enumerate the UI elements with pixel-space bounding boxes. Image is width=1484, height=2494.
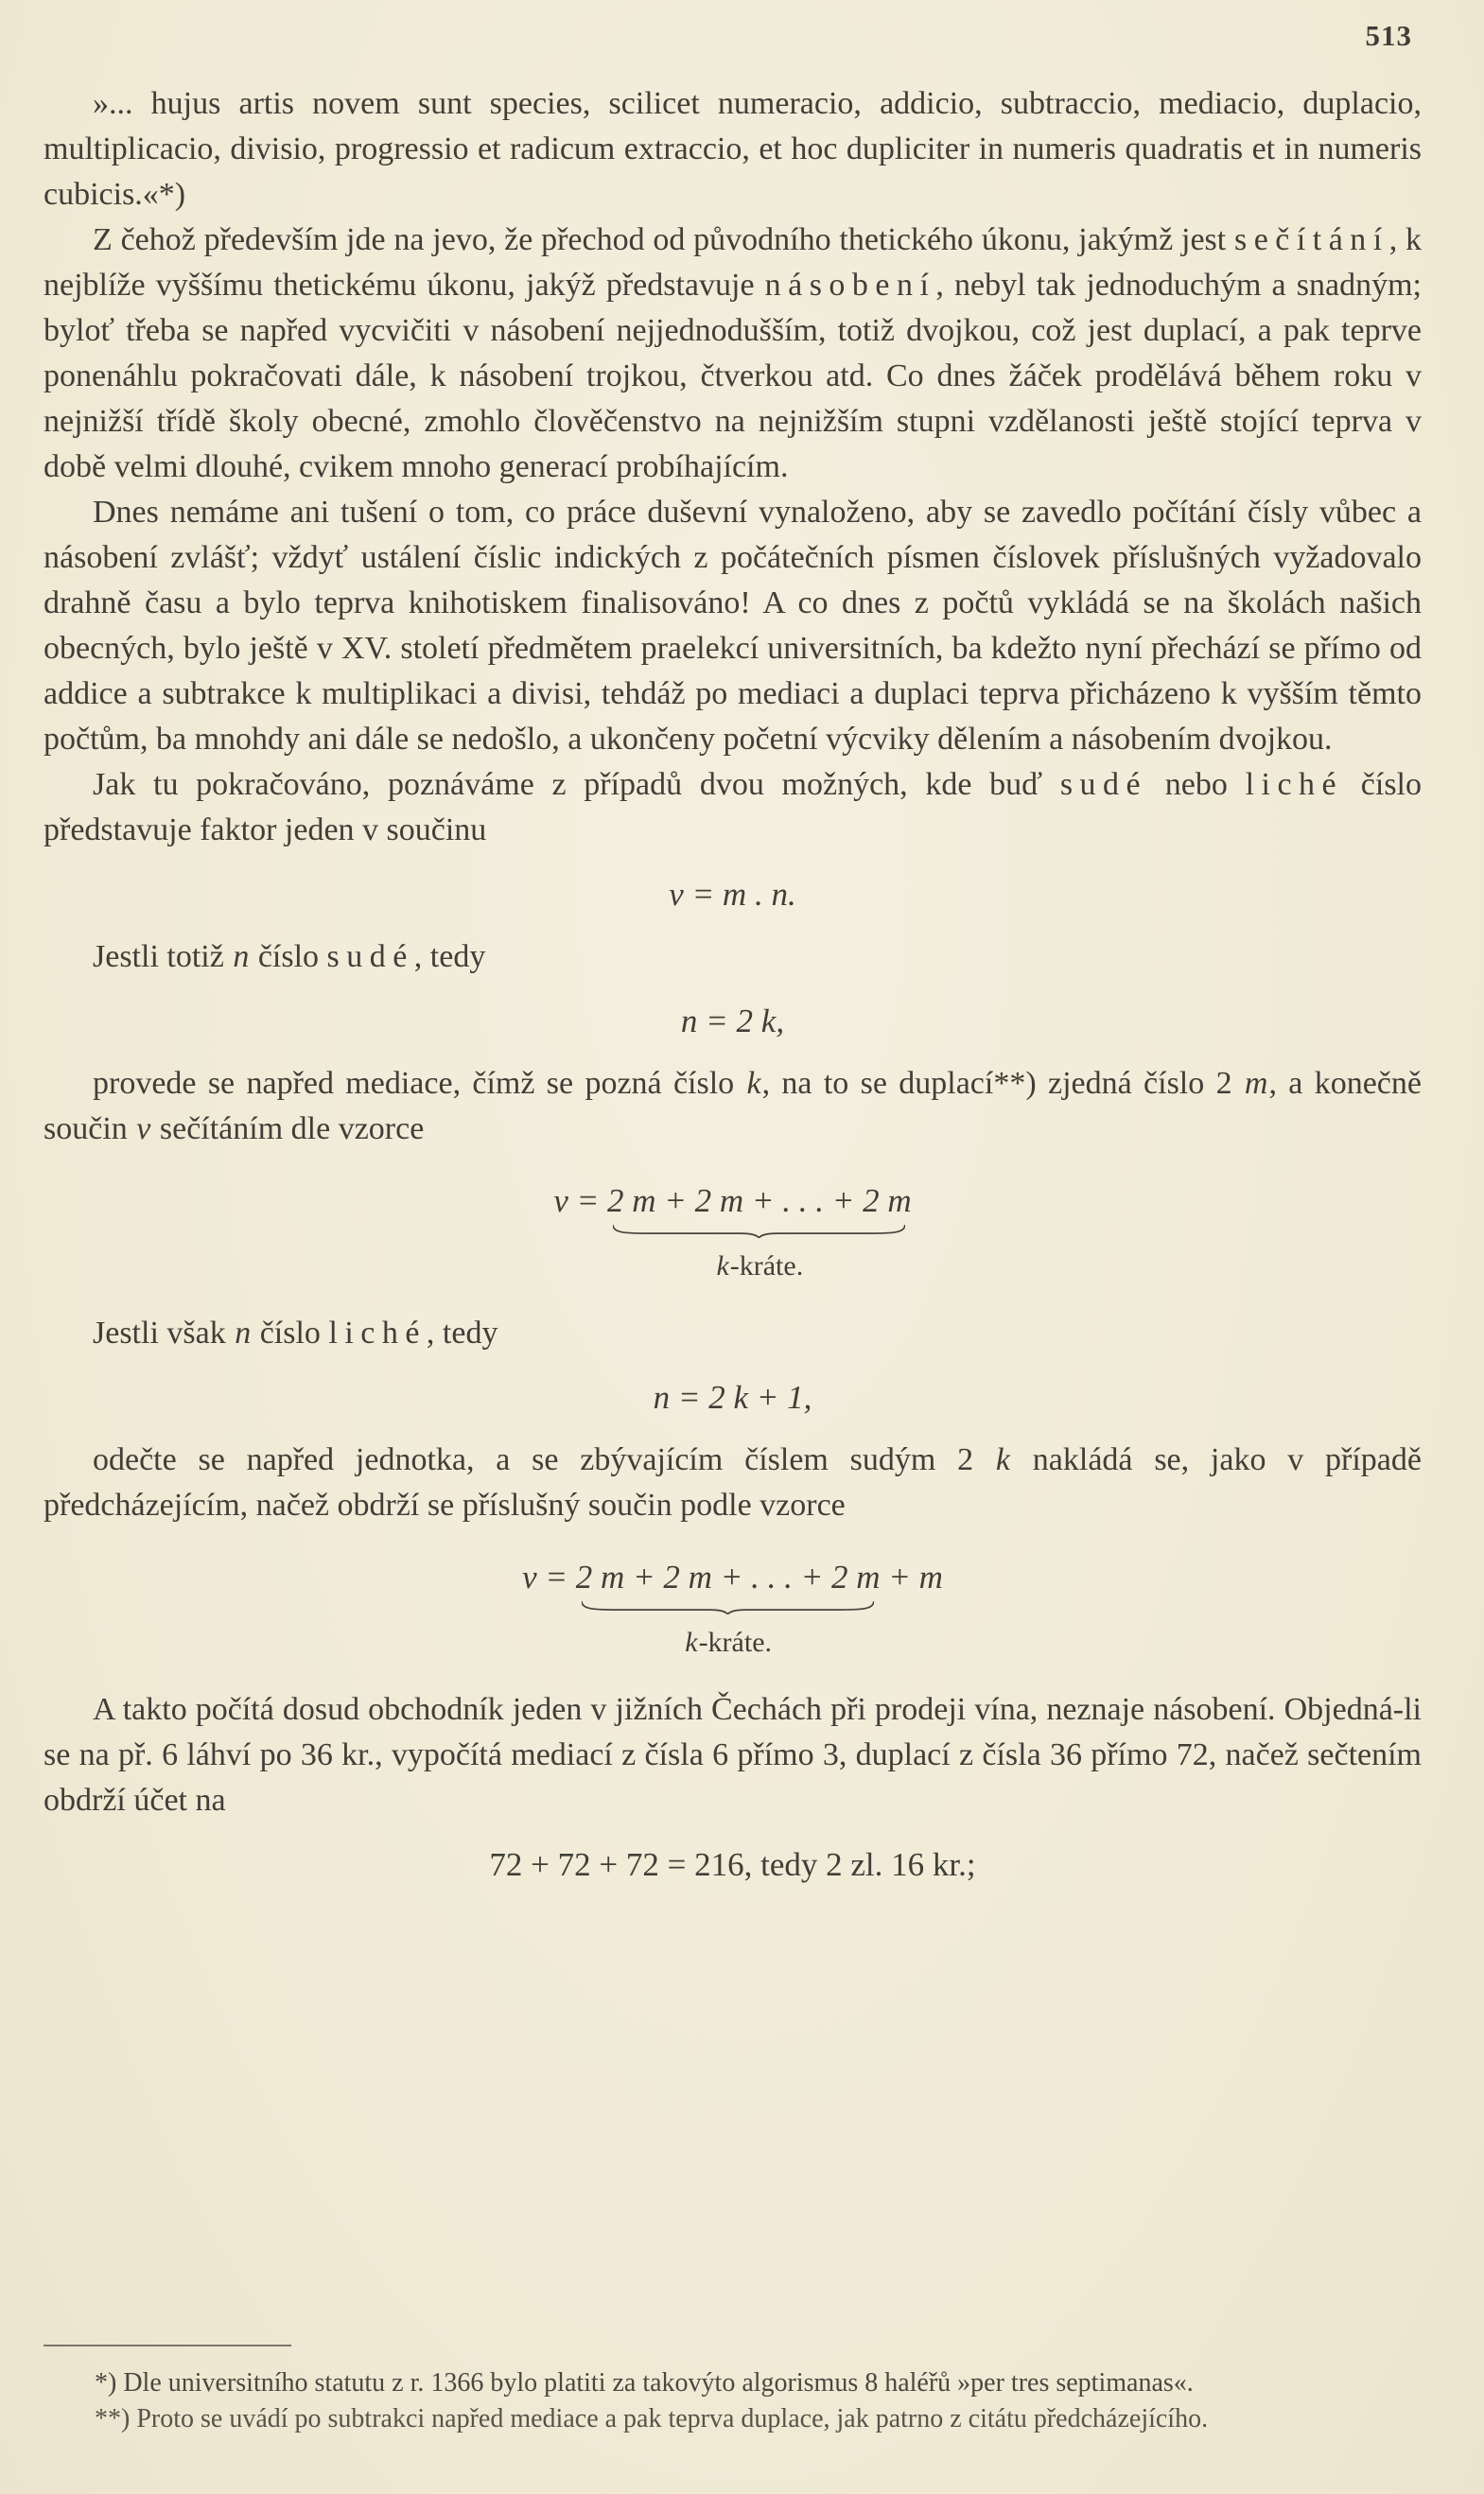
text-run: Jestli však — [93, 1316, 235, 1351]
formula-sum-odd — [44, 1555, 1422, 1658]
underbrace-icon — [613, 1225, 905, 1238]
formula-odd: n = 2 k + 1, — [653, 1379, 812, 1416]
paragraph-3: Dnes nemáme ani tušení o tom, co práce duševní vynaloženo, aby se zavedlo počítání čísly vůbec a násobení zvlášť; vždyť ustálení číslic indických z počátečních písmen číslovek příslušných vyžadovalo drahně času a bylo teprva knihotiskem finalisováno! A co dnes z počtů vykládá se na školách našich obecných, bylo ještě v XV. století předmětem praelekcí universitních, ba kdežto nyní přechází se přímo od addice a subtrakce k multiplikaci a divisi, tehdáž po mediaci a duplaci teprva přicházeno k vyšším těmto počtům, ba mnohdy ani dále se nedošlo, a ukončeny početní výcviky dělením a násobením dvojkou. — [44, 495, 1422, 757]
underbrace-icon — [582, 1601, 874, 1614]
formula-even: n = 2 k, — [680, 1003, 785, 1039]
text-run: Jak tu pokračováno, poznáváme z případů dvou možných, kde buď — [93, 767, 1060, 802]
formula-lhs: v = — [553, 1182, 607, 1219]
text-run: , a konečně součin — [44, 1066, 1422, 1146]
paragraph-4 — [44, 762, 1422, 853]
formula-bill: 72 + 72 + 72 = 216, tedy 2 zl. 16 kr.; — [489, 1846, 976, 1883]
footnote-1: *) Dle universitního statutu z r. 1366 bylo platiti za takovýto algorismus 8 haléřů »per tres septimanas«. — [95, 2368, 1194, 2398]
text-run: , nebyl tak jednoduchým a snadným; byloť třeba se napřed vycvičiti v násobení nejjednodušším, totiž dvojkou, což jest duplací, a pak teprve ponenáhlu pokračovati dále, k násobení trojkou, čtverkou atd. Co dnes žáček prodělává během roku v nejnižší třídě školy obecné, zmohlo člověčenstvo na nejnižším stupni vzdělanosti ještě stojící teprva v době velmi dlouhé, cvikem mnoho generací probíhajícím. — [44, 268, 1422, 484]
math-variable: k — [685, 1627, 698, 1658]
paragraph-2 — [44, 218, 1422, 490]
paragraph-8 — [44, 1438, 1422, 1528]
formula-sum-even — [44, 1178, 1422, 1282]
text-run: , tedy — [413, 939, 486, 974]
text-run: číslo představuje faktor jeden v součinu — [44, 767, 1422, 847]
text-run: , tedy — [426, 1316, 498, 1351]
math-variable: v — [136, 1111, 151, 1146]
brace-label — [715, 1244, 803, 1289]
math-variable: n — [235, 1316, 252, 1351]
text-run: Jestli totiž — [93, 939, 233, 974]
footnote-divider — [44, 2345, 291, 2346]
math-variable: k — [746, 1066, 761, 1101]
paragraph-9: A takto počítá dosud obchodník jeden v jižních Čechách při prodeji vína, neznaje násobení. Objedná-li se na př. 6 láhví po 36 kr., vypočítá mediací z čísla 6 přímo 3, duplací z čísla 36 přímo 72, načež sečtením obdrží účet na — [44, 1692, 1422, 1818]
paragraph-5 — [44, 934, 1422, 980]
page-number: 513 — [1365, 19, 1412, 52]
text-run: odečte se napřed jednotka, a se zbývajícím číslem sudým 2 — [93, 1442, 995, 1477]
emphasized-term: sečítání — [1234, 222, 1389, 257]
math-variable: n — [233, 939, 250, 974]
text-run: nebo — [1147, 767, 1246, 802]
text-run: sečítáním dle vzorce — [151, 1111, 425, 1146]
text-run: , k nejblíže vyššímu thetickému úkonu, jakýž představuje — [44, 222, 1422, 303]
footnote-2: **) Proto se uvádí po subtrakci napřed mediace a pak teprva duplace, jak patrno z citátu předcházejícího. — [95, 2404, 1209, 2433]
text-run: -kráte. — [698, 1627, 773, 1658]
footnotes-section — [44, 2345, 1422, 2437]
page-body — [44, 81, 1422, 1905]
emphasized-term: sudé — [326, 939, 414, 974]
paragraph-6 — [44, 1061, 1422, 1152]
formula-expression: 2 m + 2 m + . . . + 2 m — [606, 1182, 912, 1219]
math-variable: k — [716, 1250, 729, 1282]
text-run: číslo — [252, 1316, 329, 1351]
text-run: Z čehož především jde na jevo, že přechod od původního thetického úkonu, jakýmž jest — [93, 222, 1235, 257]
paragraph-latin-quote: »... hujus artis novem sunt species, scilicet numeracio, addicio, subtraccio, mediacio, duplacio, multiplicacio, divisio, progressio et radicum extraccio, et hoc dupliciter in numeris quadratis et in numeris cubicis.«*) — [44, 86, 1422, 212]
brace-label — [684, 1620, 772, 1666]
text-run: -kráte. — [729, 1250, 804, 1282]
emphasized-term: sudé — [1059, 767, 1148, 802]
emphasized-term: liché — [1245, 767, 1344, 802]
math-variable: m — [1244, 1066, 1268, 1101]
formula-tail: + m — [880, 1559, 943, 1596]
text-run: nakládá se, jako v případě předcházejícím, načež obdrží se příslušný součin podle vzorce — [44, 1442, 1422, 1523]
braced-expression — [606, 1178, 912, 1282]
text-run: číslo — [250, 939, 327, 974]
text-run: , na to se duplací**) zjedná číslo 2 — [761, 1066, 1244, 1101]
math-variable: k — [995, 1442, 1011, 1477]
emphasized-term: násobení — [764, 268, 936, 303]
formula-lhs: v = — [522, 1559, 576, 1596]
formula-product: v = m . n. — [669, 876, 796, 913]
text-run: provede se napřed mediace, čímž se pozná číslo — [93, 1066, 746, 1101]
braced-expression — [575, 1555, 881, 1658]
paragraph-7 — [44, 1311, 1422, 1356]
formula-expression: 2 m + 2 m + . . . + 2 m — [575, 1559, 881, 1596]
emphasized-term: liché — [328, 1316, 427, 1351]
